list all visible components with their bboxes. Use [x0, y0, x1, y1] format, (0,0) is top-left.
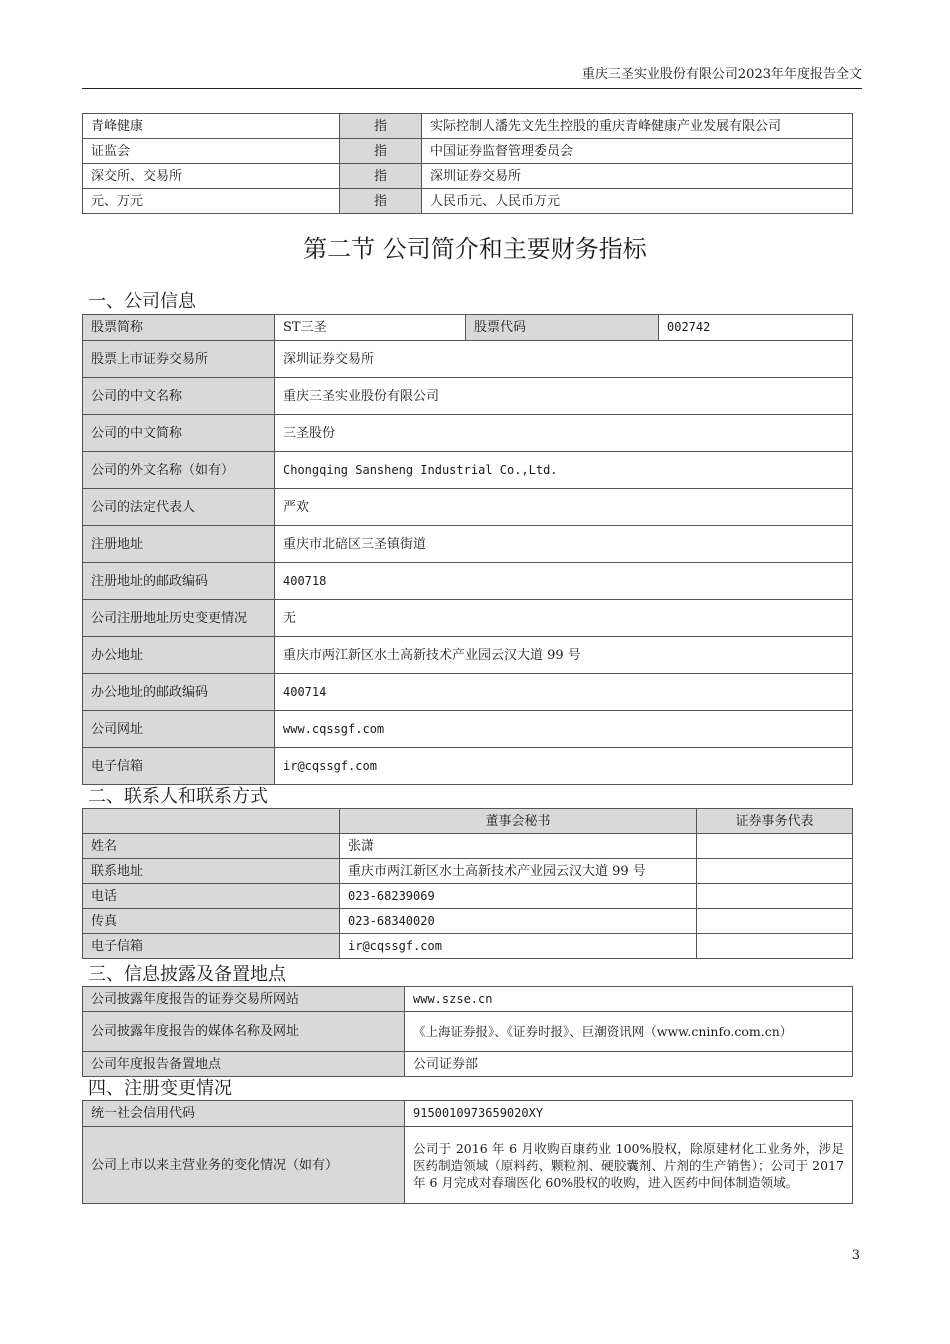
- company-info-table: [82, 314, 853, 785]
- table-row: [83, 341, 853, 378]
- info-value: 400714: [275, 674, 853, 711]
- section-title: 第二节 公司简介和主要财务指标: [303, 235, 647, 263]
- table-row: [83, 452, 853, 489]
- table-row: [83, 674, 853, 711]
- info-value: www.cqssgf.com: [275, 711, 853, 748]
- table-row: [83, 1127, 853, 1204]
- table-row: [83, 711, 853, 748]
- table-row: [83, 415, 853, 452]
- company-info-heading: 一、公司信息: [88, 291, 196, 312]
- contact-label: 电子信箱: [83, 934, 340, 959]
- info-value: 三圣股份: [275, 415, 853, 452]
- info-label: 公司注册地址历史变更情况: [83, 600, 275, 637]
- term-cell: 证监会: [83, 139, 340, 164]
- table-row: [83, 859, 853, 884]
- secretary-value: 023-68340020: [340, 909, 697, 934]
- table-row: [83, 489, 853, 526]
- table-row: [83, 600, 853, 637]
- contact-label: 电话: [83, 884, 340, 909]
- table-row: [83, 809, 853, 834]
- page-number: 3: [851, 1248, 860, 1263]
- rep-value: [697, 859, 853, 884]
- report-title: 重庆三圣实业股份有限公司2023年年度报告全文: [581, 67, 862, 82]
- contacts-heading: 二、联系人和联系方式: [88, 786, 268, 807]
- disclosure-value: 《上海证券报》、《证券时报》、巨潮资讯网（www.cninfo.com.cn）: [405, 1012, 853, 1052]
- ref-cell: 指: [340, 114, 422, 139]
- page-header: [82, 64, 862, 89]
- info-label: 注册地址的邮政编码: [83, 563, 275, 600]
- info-label: 办公地址: [83, 637, 275, 674]
- col-secretary: 董事会秘书: [340, 809, 697, 834]
- table-row: [83, 315, 853, 341]
- meaning-cell: 中国证券监督管理委员会: [422, 139, 853, 164]
- info-label: 公司的法定代表人: [83, 489, 275, 526]
- info-value: 无: [275, 600, 853, 637]
- info-label: 注册地址: [83, 526, 275, 563]
- registration-heading: 四、注册变更情况: [88, 1078, 232, 1099]
- ref-cell: 指: [340, 139, 422, 164]
- info-value: 重庆三圣实业股份有限公司: [275, 378, 853, 415]
- meaning-cell: 人民币元、人民币万元: [422, 189, 853, 214]
- table-row: [83, 526, 853, 563]
- info-label: 办公地址的邮政编码: [83, 674, 275, 711]
- secretary-value: 023-68239069: [340, 884, 697, 909]
- table-row: [83, 1101, 853, 1127]
- info-label: 公司网址: [83, 711, 275, 748]
- stock-abbr-value: ST三圣: [275, 315, 466, 341]
- table-row: [83, 637, 853, 674]
- table-row: [83, 164, 853, 189]
- ref-cell: 指: [340, 189, 422, 214]
- info-value: 重庆市北碚区三圣镇街道: [275, 526, 853, 563]
- info-value: 重庆市两江新区水土高新技术产业园云汉大道 99 号: [275, 637, 853, 674]
- info-label: 股票上市证券交易所: [83, 341, 275, 378]
- table-row: [83, 563, 853, 600]
- table-row: [83, 114, 853, 139]
- table-row: [83, 1052, 853, 1077]
- rep-value: [697, 934, 853, 959]
- contact-label: 传真: [83, 909, 340, 934]
- info-label: 公司的外文名称（如有）: [83, 452, 275, 489]
- disclosure-label: 公司披露年度报告的媒体名称及网址: [83, 1012, 405, 1052]
- col-rep: 证券事务代表: [697, 809, 853, 834]
- info-label: 公司的中文名称: [83, 378, 275, 415]
- registration-value: 公司于 2016 年 6 月收购百康药业 100%股权，除原建材化工业务外，涉足医药制造领域（原料药、颗粒剂、硬胶囊剂、片剂的生产销售）；公司于 2017 年 6 月完成对春瑞医化 60%股权的收购，进入医药中间体制造领域。: [405, 1127, 853, 1204]
- registration-table: [82, 1100, 853, 1204]
- secretary-value: 张潇: [340, 834, 697, 859]
- stock-abbr-label: 股票简称: [83, 315, 275, 341]
- disclosure-label: 公司年度报告备置地点: [83, 1052, 405, 1077]
- table-row: [83, 934, 853, 959]
- registration-label: 公司上市以来主营业务的变化情况（如有）: [83, 1127, 405, 1204]
- table-row: [83, 909, 853, 934]
- info-value: 深圳证券交易所: [275, 341, 853, 378]
- rep-value: [697, 884, 853, 909]
- term-cell: 青峰健康: [83, 114, 340, 139]
- definitions-table: [82, 113, 853, 214]
- contact-label: 联系地址: [83, 859, 340, 884]
- secretary-value: 重庆市两江新区水土高新技术产业园云汉大道 99 号: [340, 859, 697, 884]
- rep-value: [697, 834, 853, 859]
- table-row: [83, 189, 853, 214]
- ref-cell: 指: [340, 164, 422, 189]
- stock-code-value: 002742: [659, 315, 853, 341]
- table-row: [83, 987, 853, 1012]
- disclosure-value: 公司证券部: [405, 1052, 853, 1077]
- table-row: [83, 1012, 853, 1052]
- meaning-cell: 实际控制人潘先文先生控股的重庆青峰健康产业发展有限公司: [422, 114, 853, 139]
- info-value: Chongqing Sansheng Industrial Co.,Ltd.: [275, 452, 853, 489]
- registration-value: 9150010973659020XY: [405, 1101, 853, 1127]
- contacts-table: [82, 808, 853, 959]
- info-value: 严欢: [275, 489, 853, 526]
- table-row: [83, 139, 853, 164]
- table-row: [83, 834, 853, 859]
- contact-label: 姓名: [83, 834, 340, 859]
- table-row: [83, 884, 853, 909]
- stock-code-label: 股票代码: [466, 315, 659, 341]
- info-value: ir@cqssgf.com: [275, 748, 853, 785]
- rep-value: [697, 909, 853, 934]
- disclosure-table: [82, 986, 853, 1077]
- disclosure-value: www.szse.cn: [405, 987, 853, 1012]
- info-label: 电子信箱: [83, 748, 275, 785]
- table-row: [83, 748, 853, 785]
- table-row: [83, 378, 853, 415]
- meaning-cell: 深圳证券交易所: [422, 164, 853, 189]
- registration-label: 统一社会信用代码: [83, 1101, 405, 1127]
- secretary-value: ir@cqssgf.com: [340, 934, 697, 959]
- term-cell: 深交所、交易所: [83, 164, 340, 189]
- disclosure-label: 公司披露年度报告的证券交易所网站: [83, 987, 405, 1012]
- disclosure-heading: 三、信息披露及备置地点: [88, 964, 286, 985]
- term-cell: 元、万元: [83, 189, 340, 214]
- info-value: 400718: [275, 563, 853, 600]
- info-label: 公司的中文简称: [83, 415, 275, 452]
